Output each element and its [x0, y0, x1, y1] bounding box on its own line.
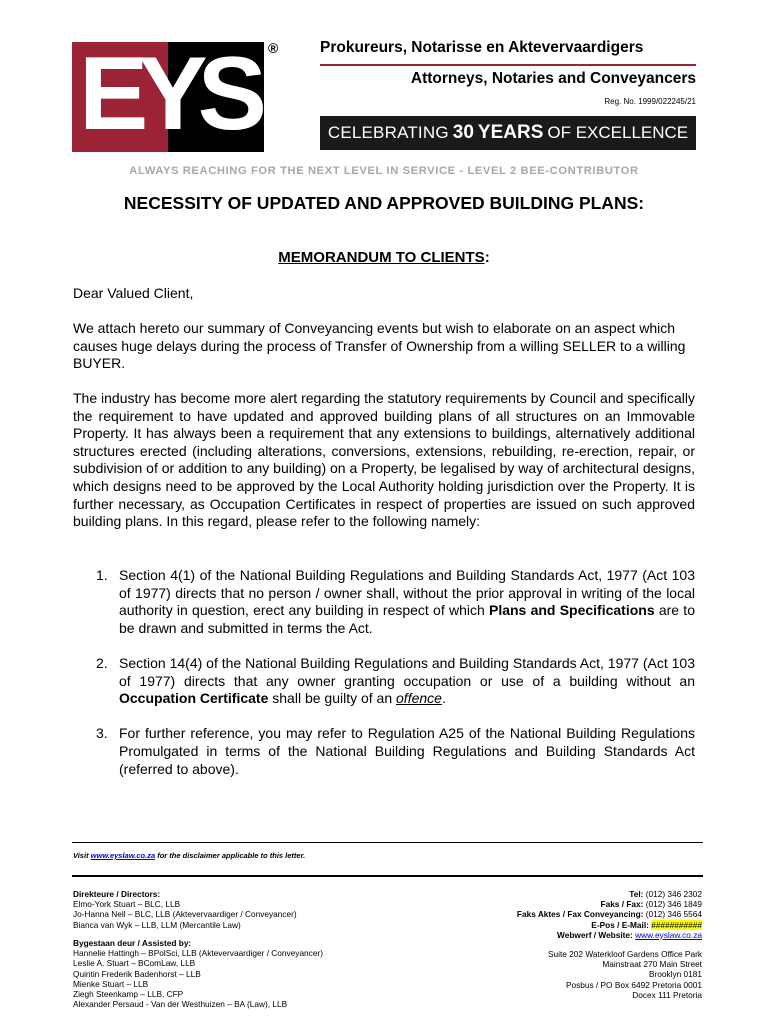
directors-heading: Direkteure / Directors: [73, 889, 161, 899]
contact-block [450, 889, 702, 940]
director-name: Elmo-York Stuart – BLC, LLB [73, 899, 181, 910]
assistant-name: Leslie A. Stuart – BComLaw, LLB [73, 958, 196, 969]
requirements-list [96, 567, 695, 796]
website-label: Webwerf / Website: [557, 929, 633, 940]
directors-block [73, 889, 297, 930]
list-item-text-mid: shall be guilty of an [268, 690, 397, 707]
fax [450, 899, 702, 909]
list-item [96, 725, 695, 778]
telephone-label: Tel: [629, 889, 644, 899]
assisted-block [73, 938, 323, 1009]
list-item-emphasis: offence [396, 690, 442, 707]
footer-divider-bottom [72, 875, 703, 877]
salutation: Dear Valued Client, [73, 285, 194, 301]
list-item-number: 1. [96, 567, 108, 583]
banner-years: YEARS [477, 122, 544, 143]
disclaimer [73, 851, 305, 860]
address-line: Mainstraat 270 Main Street [602, 959, 702, 970]
firm-name-afrikaans: Prokureurs, Notarisse en Aktevervaardigers [320, 39, 644, 56]
anniversary-banner [320, 116, 696, 150]
assisted-heading: Bygestaan deur / Assisted by: [73, 938, 192, 948]
website-link[interactable]: www.eyslaw.co.za [635, 929, 702, 940]
director-name: Jo-Hanna Nell – BLC, LLB (Aktevervaardiger / Conveyancer) [73, 909, 297, 920]
fax-conveyancing-label: Faks Aktes / Fax Conveyancing: [516, 909, 644, 920]
logo-letters: EYS [78, 36, 258, 152]
assistant-name: Alexander Persaud - Van der Westhuizen – BA (Law), LLB [73, 999, 288, 1010]
fax-value: (012) 346 1849 [643, 899, 702, 910]
assistant-name: Ziegh Steenkamp – LLB, CFP [73, 989, 184, 1000]
document-title: NECESSITY OF UPDATED AND APPROVED BUILDING PLANS: [123, 193, 645, 213]
list-item [96, 567, 695, 637]
header-divider [320, 64, 696, 66]
list-item-text: For further reference, you may refer to Regulation A25 of the National Building Regulations Promulgated in terms of the National Building Regulations and Building Standards Act (referred to above). [119, 725, 695, 777]
industry-paragraph: The industry has become more alert regarding the statutory requirements by Council and specifically the requirement to have updated and approved building plans of all structures on an Immovable Property. It has always been a requirement that any extensions to buildings, alternatively additional structures erected (including alterations, conversions, extensions, rebuilding, re-erection, repair, or subdivision of or addition to any building) on a Property, be legalised by way of architectural designs, which designs need to be approved by the Local Authority holding jurisdiction over the Property. It is further necessary, as Occupation Certificates in respect of properties are issued on such approved building plans. In this regard, please refer to the following namely: [73, 390, 695, 530]
address-line: Suite 202 Waterkloof Gardens Office Park [547, 949, 702, 959]
telephone-value: (012) 346 2302 [643, 889, 702, 899]
list-item-text: Section 4(1) of the National Building Regulations and Building Standards Act, 1977 (Act 103 of 1977) directs that no person / owner shall, without the prior approval in writing of the local authority in question, erect any building in respect of which [119, 567, 695, 619]
slogan: ALWAYS REACHING FOR THE NEXT LEVEL IN SERVICE - LEVEL 2 BEE-CONTRIBUTOR [129, 165, 639, 177]
email-label: E-Pos / E-Mail: [591, 919, 649, 930]
firm-logo [72, 36, 264, 152]
address-line: Brooklyn 0181 [648, 969, 702, 980]
disclaimer-prefix: Visit [73, 851, 91, 860]
fax-conveyancing-value: (012) 346 5564 [643, 909, 702, 920]
memo-heading-colon: : [484, 249, 490, 266]
firm-name-english: Attorneys, Notaries and Conveyancers [410, 70, 696, 87]
disclaimer-suffix: for the disclaimer applicable to this letter. [155, 851, 306, 860]
list-item-bold: Plans and Specifications [488, 602, 655, 619]
fax-conveyancing [450, 909, 702, 919]
banner-excellence: OF EXCELLENCE [547, 123, 689, 142]
address-line: Posbus / PO Box 6492 Pretoria 0001 [565, 979, 702, 990]
assistant-name: Mienke Stuart – LLB [73, 978, 149, 989]
assistant-name: Quintin Frederik Badenhorst – LLB [73, 968, 201, 979]
list-item-number: 2. [96, 654, 108, 671]
email-value: ########### [651, 919, 702, 930]
intro-paragraph: We attach hereto our summary of Conveyancing events but wish to elaborate on an aspect which causes huge delays during the process of Transfer of Ownership from a willing SELLER to a willing BUYER. [73, 320, 686, 372]
banner-number: 30 [452, 122, 474, 143]
banner-celebrating: CELEBRATING [327, 123, 449, 142]
address-line: Docex 111 Pretoria [632, 989, 702, 1000]
email [450, 920, 702, 930]
assistant-name: Hannelie Hattingh – BPolSci, LLB (Aktevervaardiger / Conveyancer) [73, 948, 323, 959]
footer-divider-top [72, 842, 703, 843]
address-block [450, 949, 702, 1000]
registered-mark: ® [268, 40, 279, 56]
fax-label: Faks / Fax: [600, 899, 644, 910]
list-item-text-end: are to be drawn and submitted in terms the Act. [119, 602, 695, 636]
telephone [450, 889, 702, 899]
memo-heading-text: MEMORANDUM TO CLIENTS [278, 249, 485, 266]
list-item-number: 3. [96, 725, 108, 742]
disclaimer-link[interactable]: www.eyslaw.co.za [90, 851, 156, 860]
registration-number: Reg. No. 1999/022245/21 [604, 97, 696, 106]
list-item-text: Section 14(4) of the National Building Regulations and Building Standards Act, 1977 (Act 103 of 1977) directs that any owner granting occupation or use of a building without an [119, 654, 695, 689]
list-item-bold: Occupation Certificate [119, 690, 269, 707]
website [450, 930, 702, 940]
director-name: Bianca van Wyk – LLB, LLM (Mercantile Law) [73, 919, 241, 930]
list-item [96, 655, 695, 708]
list-item-text-end: . [441, 690, 446, 707]
memo-heading [72, 249, 696, 266]
